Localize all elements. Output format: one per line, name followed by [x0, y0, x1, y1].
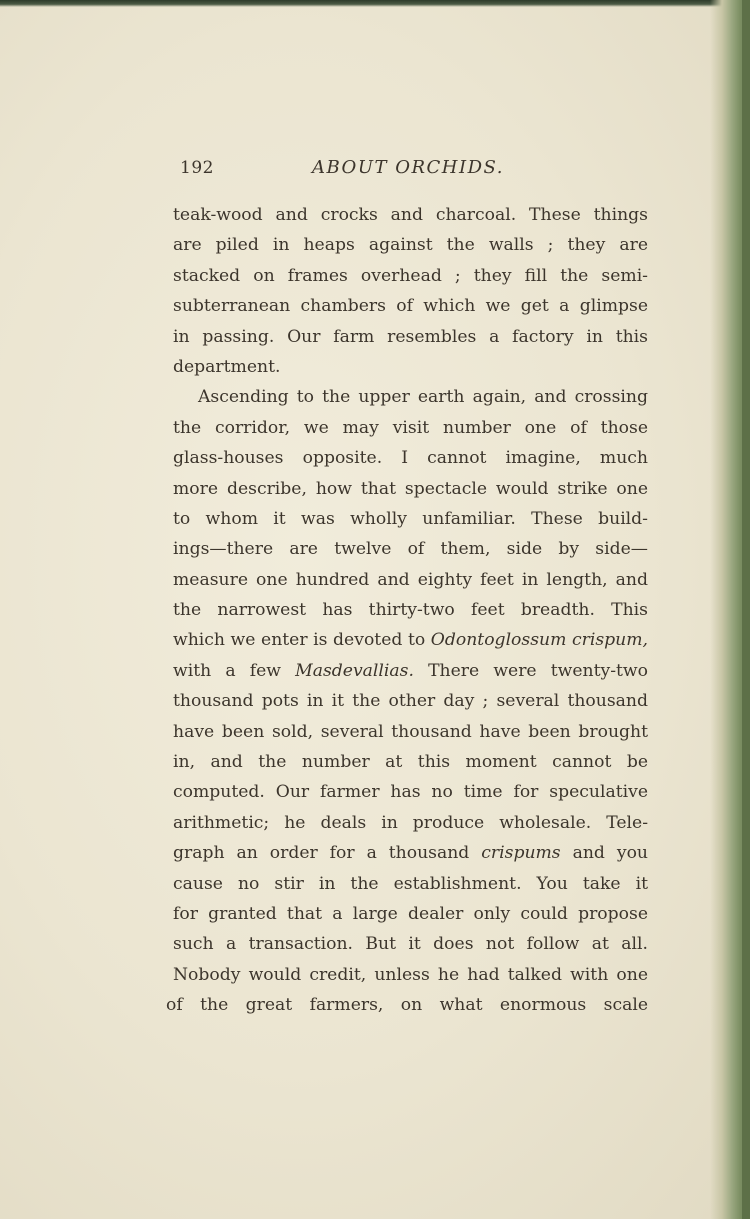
text-line [166, 565, 648, 595]
text-line [166, 777, 648, 807]
text-line [166, 717, 648, 747]
book-cover-strip [742, 0, 750, 1219]
text-line [166, 960, 648, 990]
text-line [166, 474, 648, 504]
running-title: ABOUT ORCHIDS. [312, 157, 504, 178]
text-line [166, 382, 648, 412]
text-line [166, 200, 648, 230]
text-line [166, 443, 648, 473]
text-segment: in passing. Our farm resembles a factory in this [173, 326, 648, 347]
page-header [166, 150, 654, 184]
text-segment: such a transaction. But it does not follow at all. [173, 934, 648, 955]
text-line [166, 504, 648, 534]
text-segment: Nobody would credit, unless he had talked with one [173, 964, 648, 985]
page-top-edge [0, 0, 750, 7]
text-segment: of the great farmers, on what enormous scale [166, 995, 648, 1016]
text-line [166, 929, 648, 959]
text-segment: in, and the number at this moment cannot be [173, 752, 648, 773]
text-segment: which we enter is devoted to [173, 630, 431, 651]
text-line [166, 352, 648, 382]
text-segment: computed. Our farmer has no time for speculative [173, 782, 648, 803]
text-line [166, 990, 648, 1020]
text-segment: ings—there are twelve of them, side by side— [173, 539, 648, 560]
text-line [166, 747, 648, 777]
text-segment: for granted that a large dealer only could propose [173, 903, 648, 924]
text-segment: cause no stir in the establishment. You take it [173, 873, 648, 894]
text-line [166, 534, 648, 564]
text-segment: glass-houses opposite. I cannot imagine, much [173, 448, 648, 469]
text-segment: Ascending to the upper earth again, and crossing [198, 387, 648, 408]
text-segment: are piled in heaps against the walls ; they are [173, 235, 648, 256]
text-line [166, 808, 648, 838]
page-number: 192 [180, 158, 214, 178]
text-line [166, 625, 648, 655]
text-line [166, 291, 648, 321]
text-line [166, 838, 648, 868]
text-segment: the narrowest has thirty-two feet breadth. This [173, 600, 648, 621]
page-body-text [166, 200, 654, 1021]
text-segment: There were twenty-two [413, 660, 648, 681]
text-segment: and you [560, 843, 648, 864]
text-line [166, 899, 648, 929]
text-line [166, 656, 648, 686]
book-page [166, 150, 654, 1021]
text-segment: the corridor, we may visit number one of those [173, 417, 648, 438]
text-segment: subterranean chambers of which we get a glimpse [173, 296, 648, 317]
italic-text-segment: Masdevallias. [295, 660, 414, 681]
text-segment: teak-wood and crocks and charcoal. These things [173, 205, 648, 225]
text-line [166, 595, 648, 625]
italic-text-segment: Odontoglossum crispum, [430, 630, 648, 651]
text-line [166, 322, 648, 352]
text-segment: graph an order for a thousand [173, 843, 482, 864]
text-segment: stacked on frames overhead ; they fill the semi- [173, 265, 648, 286]
text-segment: measure one hundred and eighty feet in length, and [173, 569, 648, 590]
text-segment: with a few [173, 660, 296, 681]
text-line [166, 869, 648, 899]
italic-text-segment: crispums [481, 843, 561, 864]
text-line [166, 261, 648, 291]
text-segment: more describe, how that spectacle would strike one [173, 478, 648, 499]
text-line [166, 686, 648, 716]
text-line [166, 413, 648, 443]
text-segment: arithmetic; he deals in produce wholesale. Tele- [173, 812, 648, 833]
text-segment: thousand pots in it the other day ; several thousand [173, 691, 648, 712]
text-line [166, 230, 648, 260]
text-segment: department. [173, 356, 281, 377]
text-segment: have been sold, several thousand have been brought [173, 721, 648, 742]
text-segment: to whom it was wholly unfamiliar. These build- [173, 508, 648, 529]
